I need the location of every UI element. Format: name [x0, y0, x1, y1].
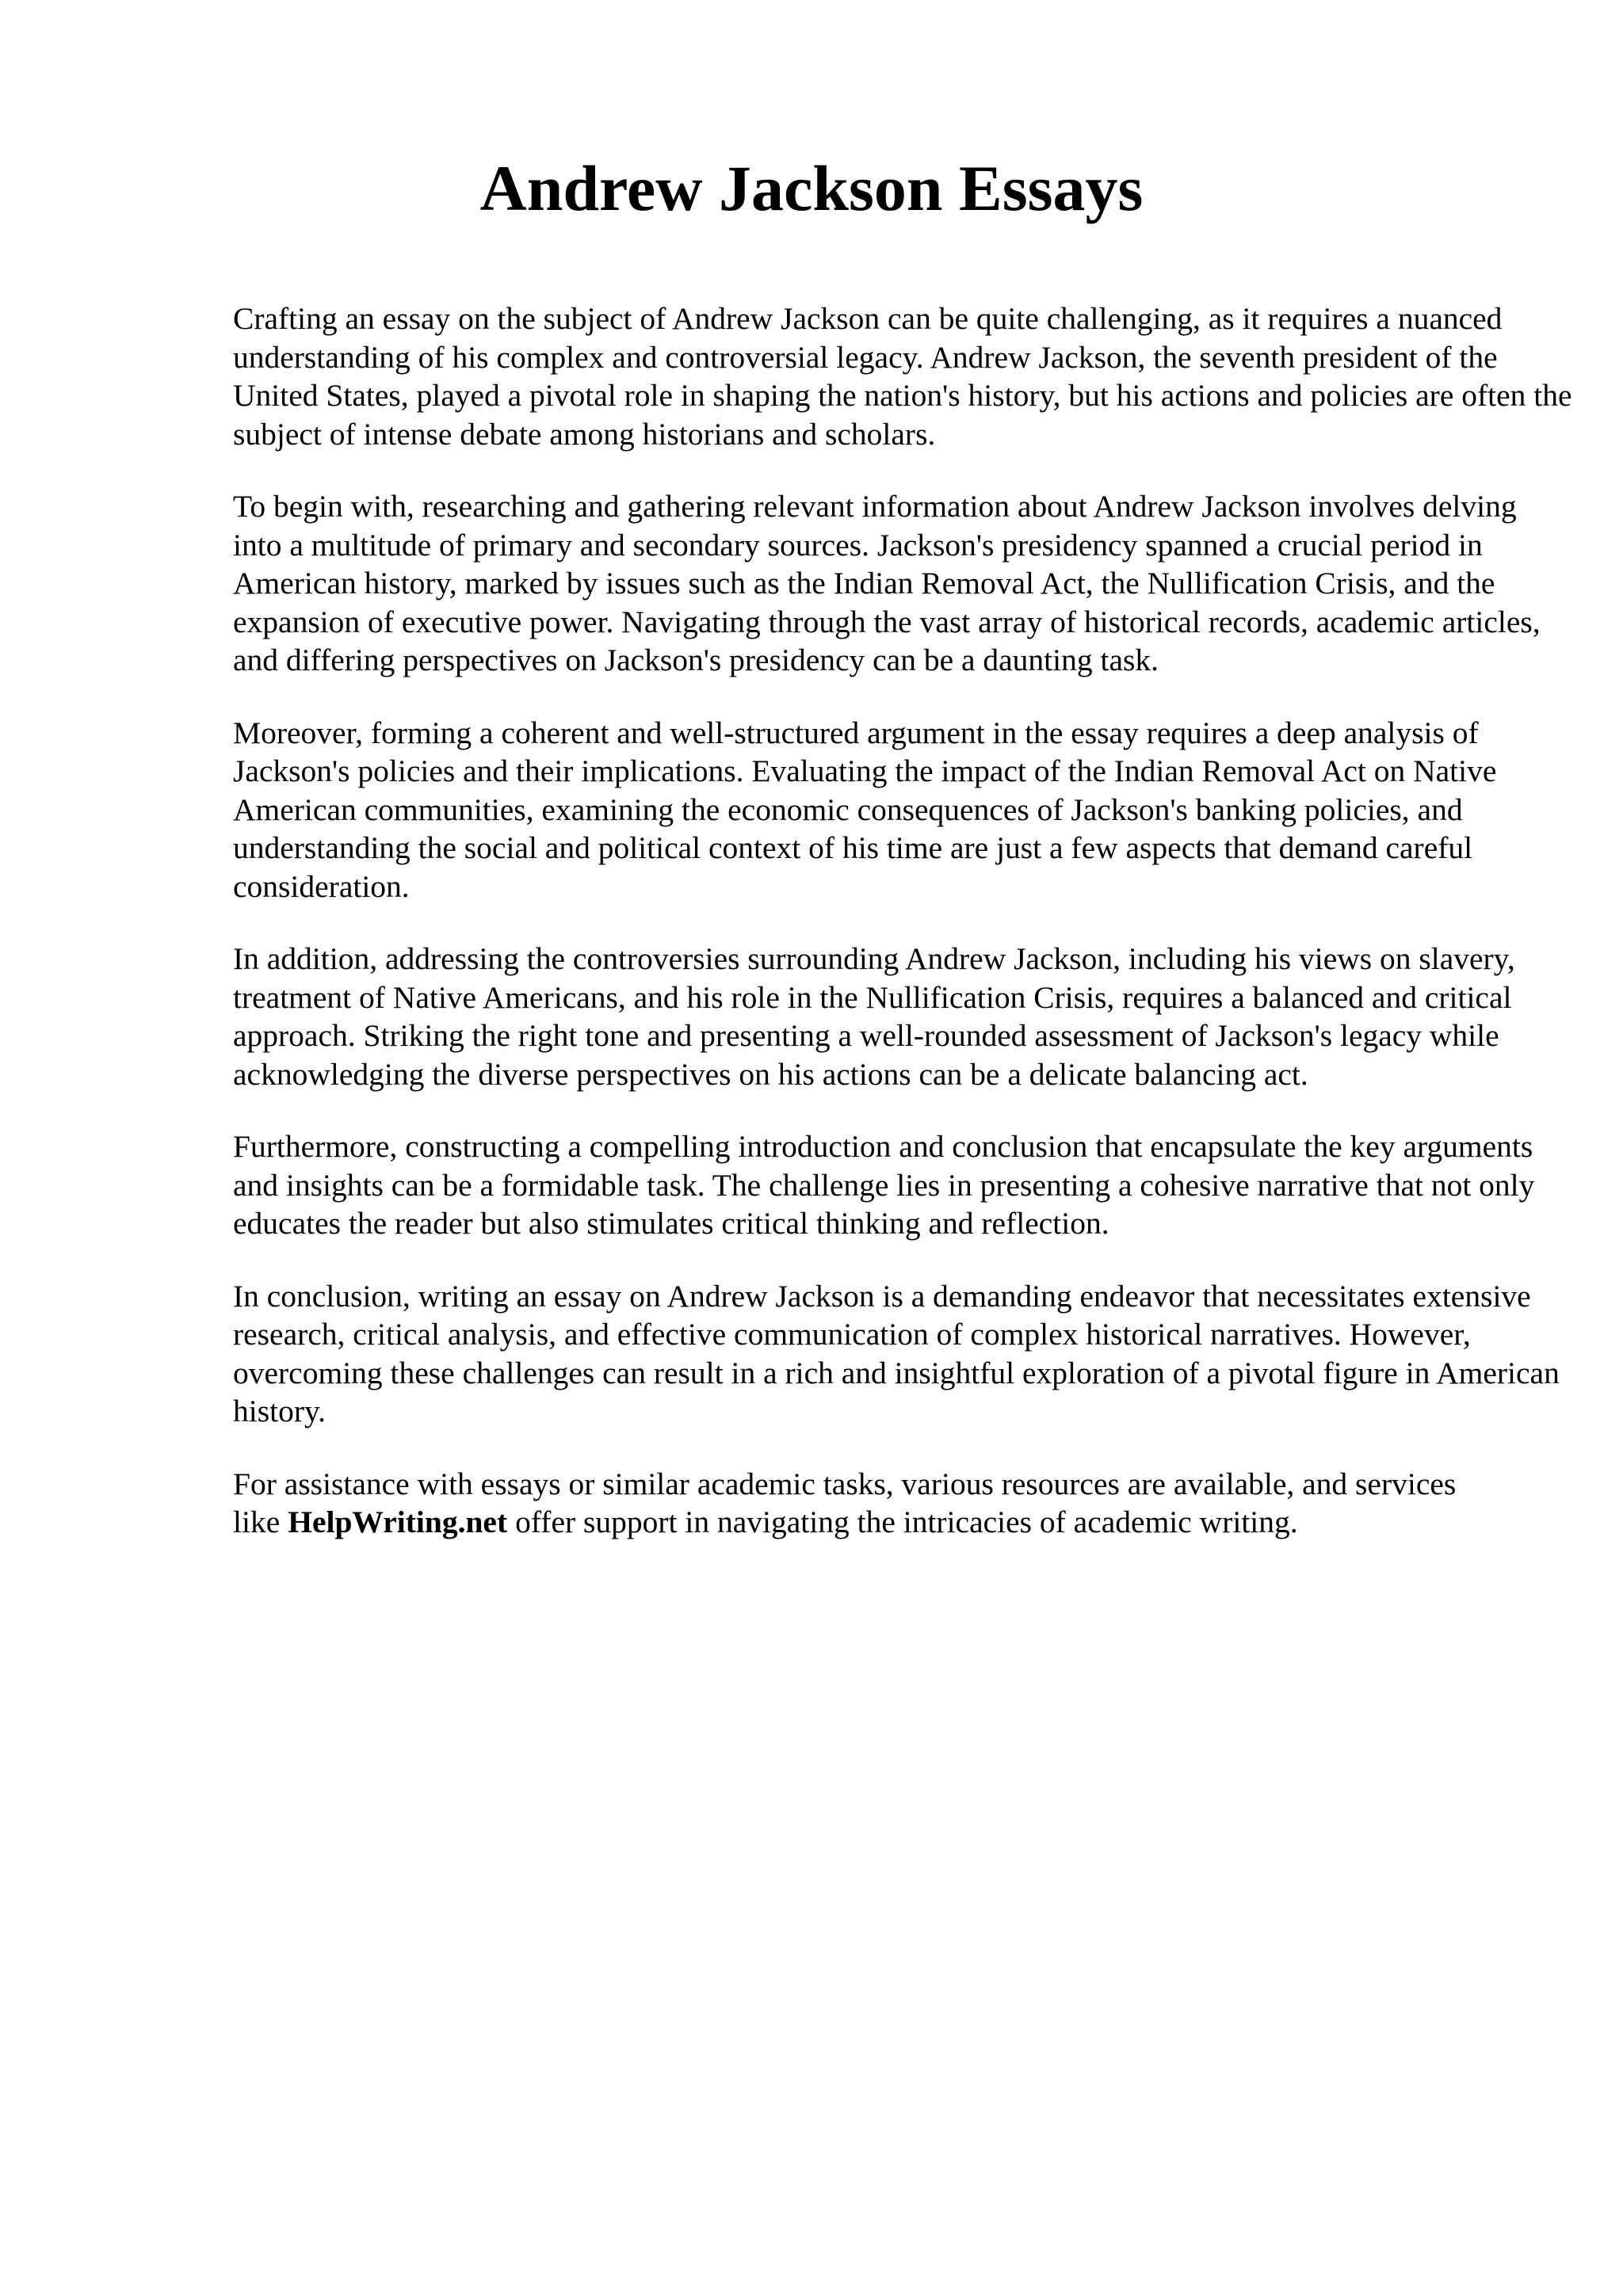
paragraph-conclusion: In conclusion, writing an essay on Andrew Jackson is a demanding endeavor that necessitates extensive research, critical analysis, and effective communication of complex historical narratives. However, overcoming these challenges can result in a rich and insightful exploration of a pivotal figure in American history. — [233, 1278, 1560, 1428]
paragraph-intro: Crafting an essay on the subject of Andrew Jackson can be quite challenging, as it requires a nuanced understanding of his complex and controversial legacy. Andrew Jackson, the seventh president of the United States, played a pivotal role in shaping the nation's history, but his actions and policies are often the subject of intense debate among historians and scholars. — [233, 301, 1572, 452]
essay-body — [233, 299, 1572, 1542]
paragraph-assistance — [233, 1465, 1572, 1542]
paragraph-argument: Moreover, forming a coherent and well-structured argument in the essay requires a deep analysis of Jackson's policies and their implications. Evaluating the impact of the Indian Removal Act on Native American communities, examining the economic consequences of Jackson's banking policies, and understanding the social and political context of his time are just a few aspects that demand careful consideration. — [233, 715, 1497, 904]
paragraph-research: To begin with, researching and gathering relevant information about Andrew Jackson involves delving into a multitude of primary and secondary sources. Jackson's presidency spanned a crucial period in American history, marked by issues such as the Indian Removal Act, the Nullification Crisis, and the expansion of executive power. Navigating through the vast array of historical records, academic articles, and differing perspectives on Jackson's presidency can be a daunting task. — [233, 489, 1541, 677]
paragraph-introduction-conclusion: Furthermore, constructing a compelling introduction and conclusion that encapsulate the key arguments and insights can be a formidable task. The challenge lies in presenting a cohesive narrative that not only educates the reader but also stimulates critical thinking and reflection. — [233, 1129, 1535, 1241]
helpwriting-link[interactable]: HelpWriting.net — [288, 1505, 508, 1539]
page-title: Andrew Jackson Essays — [479, 152, 1144, 224]
assistance-text-before: For assistance with essays or similar academic tasks, various resources are available, and services like — [233, 1466, 1457, 1539]
assistance-text-after: offer support in navigating the intricacies of academic writing. — [515, 1505, 1298, 1539]
paragraph-controversies: In addition, addressing the controversies surrounding Andrew Jackson, including his views on slavery, treatment of Native Americans, and his role in the Nullification Crisis, requires a balanced and critical approach. Striking the right tone and presenting a well-rounded assessment of Jackson's legacy while acknowledging the diverse perspectives on his actions can be a delicate balancing act. — [233, 941, 1515, 1092]
